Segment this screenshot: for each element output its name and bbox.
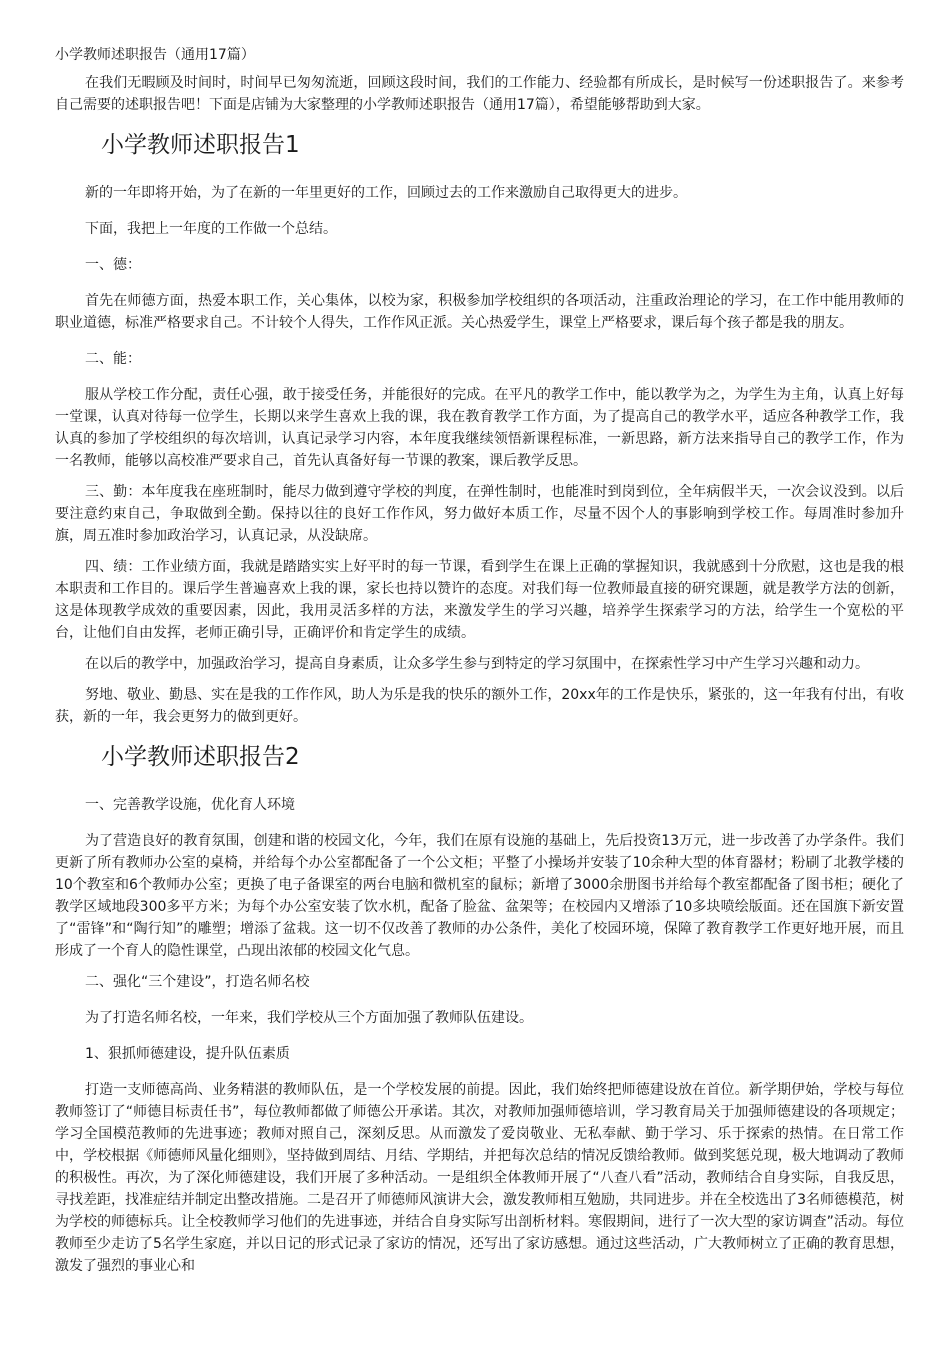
document-title: 小学教师述职报告（通用17篇） <box>55 47 255 63</box>
report2-section-heading: 一、完善教学设施，优化育人环境 <box>85 797 295 813</box>
intro-paragraph: 在我们无暇顾及时间时，时间早已匆匆流逝，回顾这段时间，我们的工作能力、经验都有所成长，是时候写一份述职报告了。来参考自己需要的述职报告吧！下面是店铺为大家整理的小学教师述职报告（通用17篇），希望能够帮助到大家。 <box>55 75 904 113</box>
report1-paragraph: 新的一年即将开始，为了在新的一年里更好的工作，回顾过去的工作来激励自己取得更大的进步。 <box>85 185 687 201</box>
report1-heading: 小学教师述职报告1 <box>101 132 300 158</box>
report2-section-heading: 二、强化“三个建设”，打造名师名校 <box>85 974 310 990</box>
report2-heading: 小学教师述职报告2 <box>101 744 300 770</box>
report1-paragraph: 下面，我把上一年度的工作做一个总结。 <box>85 221 337 237</box>
report2-paragraph: 为了打造名师名校，一年来，我们学校从三个方面加强了教师队伍建设。 <box>85 1010 533 1026</box>
report1-paragraph: 四、绩：工作业绩方面，我就是踏踏实实上好平时的每一节课，看到学生在课上正确的掌握知识，我就感到十分欣慰，这也是我的根本职责和工作目的。课后学生普遍喜欢上我的课，家长也持以赞许的态度。对我们每一位教师最直接的研究课题，就是教学方法的创新，这是体现教学成效的重要因素，因此，我用灵活多样的方法，来激发学生的学习兴趣，培养学生探索学习的方法，给学生一个宽松的平台，让他们自由发挥，老师正确引导，正确评价和肯定学生的成绩。 <box>55 559 904 641</box>
report2-subsection-heading: 1、狠抓师德建设，提升队伍素质 <box>85 1046 290 1062</box>
report2-paragraph: 打造一支师德高尚、业务精湛的教师队伍，是一个学校发展的前提。因此，我们始终把师德建设放在首位。新学期伊始，学校与每位教师签订了“师德目标责任书”，每位教师都做了师德公开承诺。其次，对教师加强师德培训，学习教育局关于加强师德建设的各项规定；学习全国模范教师的先进事迹；教师对照自己，深刻反思。从而激发了爱岗敬业、无私奉献、勤于学习、乐于探索的热情。在日常工作中，学校根据《师德师风量化细则》，坚持做到周结、月结、学期结，并把每次总结的情况反馈给教师。做到奖惩兑现，极大地调动了教师的积极性。再次，为了深化师德建设，我们开展了多种活动。一是组织全体教师开展了“八查八看”活动，教师结合自身实际，自我反思，寻找差距，找准症结并制定出整改措施。二是召开了师德师风演讲大会，激发教师相互勉励，共同进步。并在全校选出了3名师德模范，树为学校的师德标兵。让全校教师学习他们的先进事迹，并结合自身实际写出剖析材料。寒假期间，进行了一次大型的家访调查”活动。每位教师至少走访了5名学生家庭，并以日记的形式记录了家访的情况，还写出了家访感想。通过这些活动，广大教师树立了正确的教育思想，激发了强烈的事业心和 <box>55 1082 904 1274</box>
report1-paragraph: 努地、敬业、勤恳、实在是我的工作作风，助人为乐是我的快乐的额外工作，20xx年的工作是快乐，紧张的，这一年我有付出，有收获，新的一年，我会更努力的做到更好。 <box>55 687 904 725</box>
report1-section-heading: 一、德： <box>85 257 141 273</box>
report1-paragraph: 在以后的教学中，加强政治学习，提高自身素质，让众多学生参与到特定的学习氛围中，在探索性学习中产生学习兴趣和动力。 <box>85 656 869 672</box>
report1-section-heading: 二、能： <box>85 351 141 367</box>
report1-paragraph: 三、勤：本年度我在座班制时，能尽力做到遵守学校的判度，在弹性制时，也能准时到岗到位，全年病假半天，一次会议没到。以后要注意约束自己，争取做到全勤。保持以往的良好工作作风，努力做好本质工作，尽量不因个人的事影响到学校工作。每周准时参加升旗，周五准时参加政治学习，认真记录，从没缺席。 <box>55 484 904 544</box>
report1-paragraph: 首先在师德方面，热爱本职工作，关心集体，以校为家，积极参加学校组织的各项活动，注重政治理论的学习，在工作中能用教师的职业道德，标准严格要求自己。不计较个人得失，工作作风正派。关心热爱学生，课堂上严格要求，课后每个孩子都是我的朋友。 <box>55 293 904 331</box>
report2-paragraph: 为了营造良好的教育氛围，创建和谐的校园文化，今年，我们在原有设施的基础上，先后投资13万元，进一步改善了办学条件。我们更新了所有教师办公室的桌椅，并给每个办公室都配备了一个公文柜；平整了小操场并安装了10余种大型的体育器材；粉刷了北教学楼的10个教室和6个教师办公室；更换了电子备课室的两台电脑和微机室的鼠标；新增了3000余册图书并给每个教室都配备了图书柜；硬化了教学区域地段300多平方米；为每个办公室安装了饮水机，配备了脸盆、盆架等；在校园内又增添了10多块喷绘版面。还在国旗下新安置了“雷锋”和“陶行知”的雕塑；增添了盆栽。这一切不仅改善了教师的办公条件，美化了校园环境，保障了教育教学工作更好地开展，而且形成了一个育人的隐性课堂，凸现出浓郁的校园文化气息。 <box>55 833 904 959</box>
report1-paragraph: 服从学校工作分配，责任心强，敢于接受任务，并能很好的完成。在平凡的教学工作中，能以教学为之，为学生为主角，认真上好每一堂课，认真对待每一位学生，长期以来学生喜欢上我的课，我在教育教学工作方面，为了提高自己的教学水平，适应各种教学工作，我认真的参加了学校组织的每次培训，认真记录学习内容，本年度我继续领悟新课程标准，一新思路，新方法来指导自己的教学工作，作为一名教师，能够以高校准严要求自己，首先认真备好每一节课的教案，课后教学反思。 <box>55 387 904 469</box>
